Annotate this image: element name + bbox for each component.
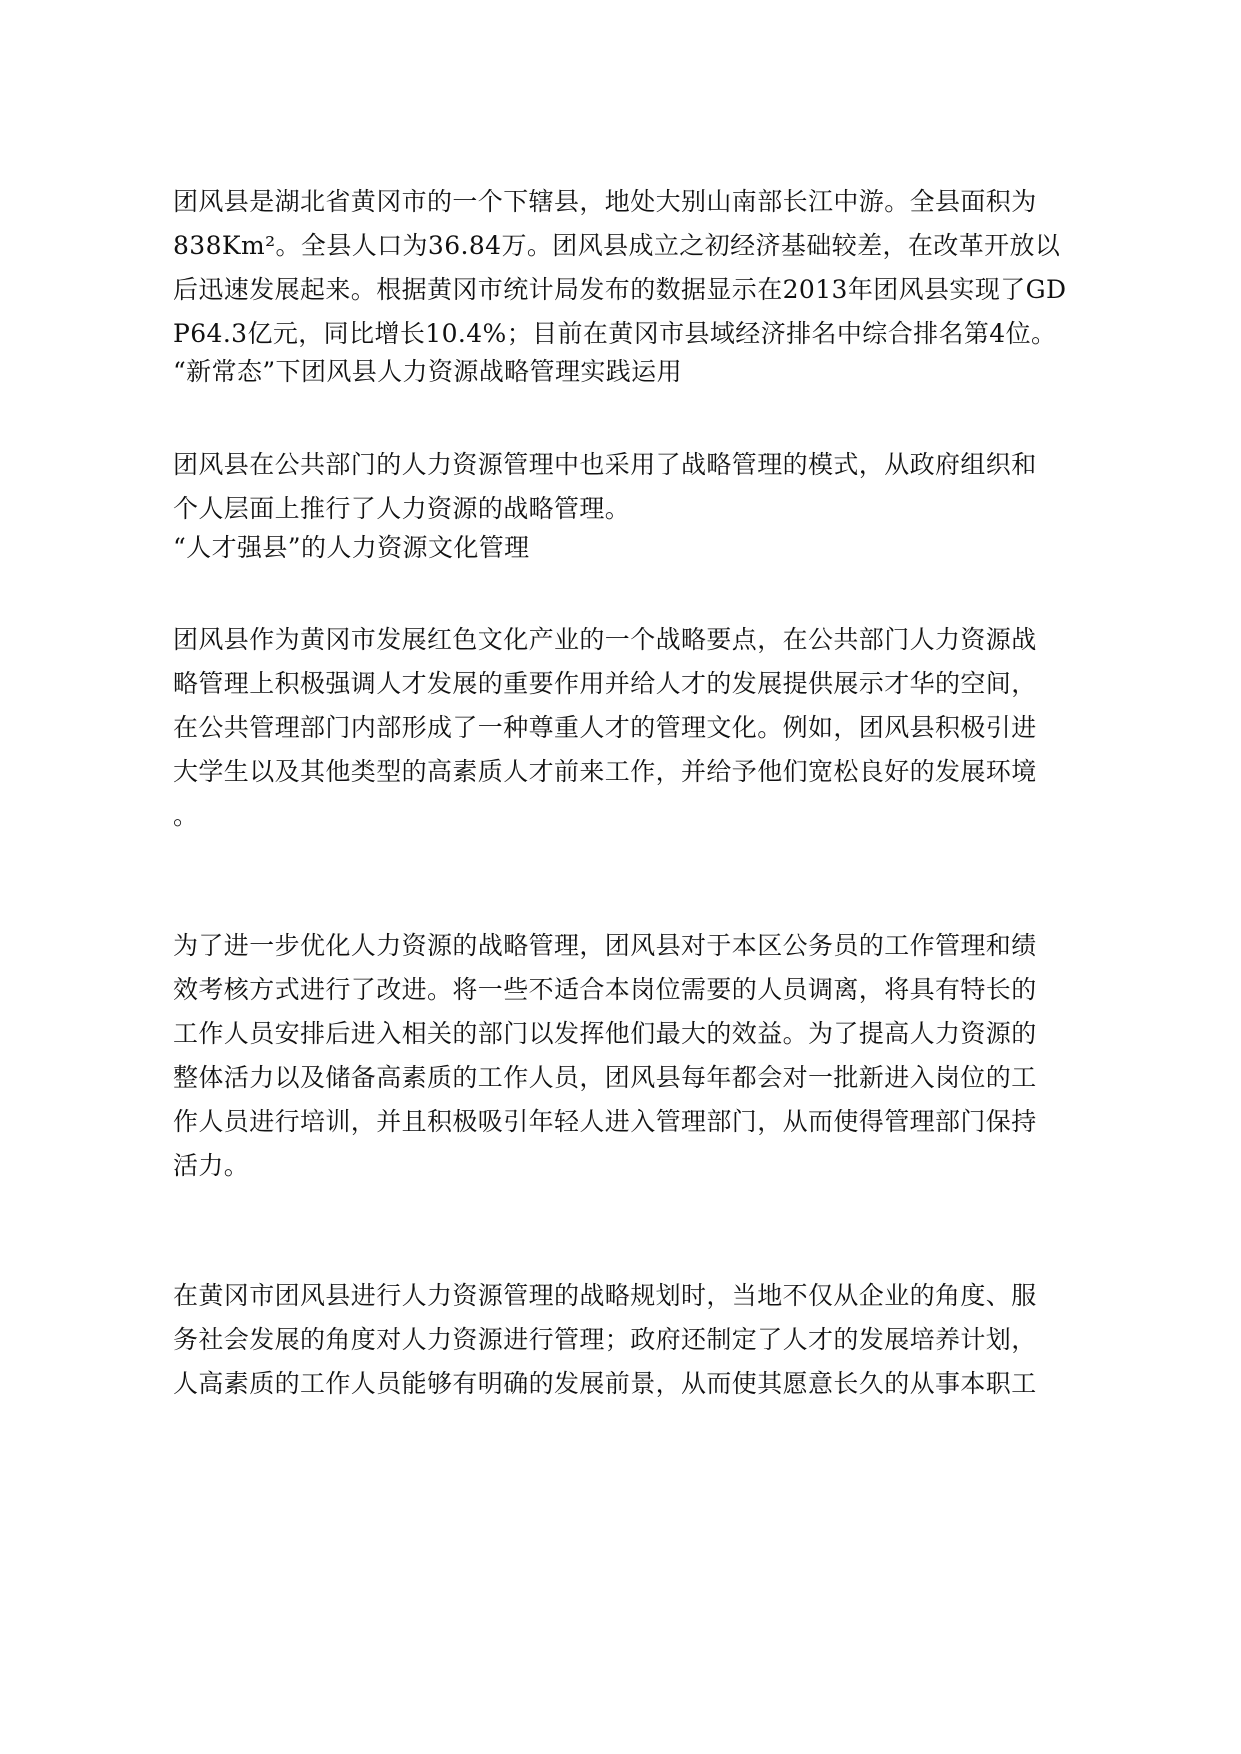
- text-line: 作人员进行培训，并且积极吸引年轻人进入管理部门，从而使得管理部门保持: [173, 1107, 1037, 1136]
- text-line: 整体活力以及储备高素质的工作人员，团风县每年都会对一批新进入岗位的工: [173, 1063, 1037, 1092]
- text-line: 在黄冈市团风县进行人力资源管理的战略规划时，当地不仅从企业的角度、服: [173, 1281, 1037, 1310]
- text-line: 838Km²。全县人口为36.84万。团风县成立之初经济基础较差，在改革开放以: [173, 231, 1061, 260]
- text-line: 团风县作为黄冈市发展红色文化产业的一个战略要点，在公共部门人力资源战: [173, 625, 1037, 654]
- text-line: 后迅速发展起来。根据黄冈市统计局发布的数据显示在2013年团风县实现了GD: [173, 275, 1067, 304]
- text-line: 工作人员安排后进入相关的部门以发挥他们最大的效益。为了提高人力资源的: [173, 1019, 1037, 1048]
- section-heading: “人才强县”的人力资源文化管理: [173, 533, 530, 562]
- text-line: 务社会发展的角度对人力资源进行管理；政府还制定了人才的发展培养计划，: [173, 1325, 1037, 1354]
- text-line: 略管理上积极强调人才发展的重要作用并给人才的发展提供展示才华的空间，: [173, 669, 1037, 698]
- text-line: 人高素质的工作人员能够有明确的发展前景，从而使其愿意长久的从事本职工: [173, 1369, 1037, 1398]
- text-line: 大学生以及其他类型的高素质人才前来工作，并给予他们宽松良好的发展环境: [173, 757, 1037, 786]
- text-line: 效考核方式进行了改进。将一些不适合本岗位需要的人员调离，将具有特长的: [173, 975, 1037, 1004]
- text-line: 。: [173, 801, 199, 830]
- text-line: 个人层面上推行了人力资源的战略管理。: [173, 494, 631, 523]
- text-line: 在公共管理部门内部形成了一种尊重人才的管理文化。例如，团风县积极引进: [173, 713, 1037, 742]
- text-line: 团风县在公共部门的人力资源管理中也采用了战略管理的模式，从政府组织和: [173, 450, 1037, 479]
- text-line: P64.3亿元，同比增长10.4%；目前在黄冈市县域经济排名中综合排名第4位。: [173, 319, 1057, 348]
- text-line: 团风县是湖北省黄冈市的一个下辖县，地处大别山南部长江中游。全县面积为: [173, 187, 1037, 216]
- text-line: 活力。: [173, 1151, 250, 1180]
- text-line: 为了进一步优化人力资源的战略管理，团风县对于本区公务员的工作管理和绩: [173, 931, 1037, 960]
- section-heading: “新常态”下团风县人力资源战略管理实践运用: [173, 357, 682, 386]
